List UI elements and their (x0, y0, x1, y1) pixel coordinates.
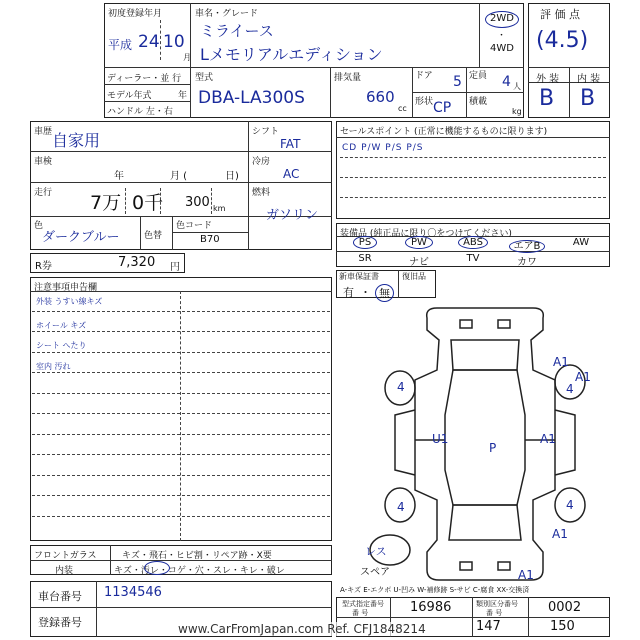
note-line (32, 496, 330, 517)
front-glass-value: キズ・飛石・ヒビ割・リペア跡・X要 (122, 551, 272, 561)
mark-4-rear-left: 4 (397, 500, 405, 514)
exterior-score: B (539, 86, 555, 111)
month-unit: 月 (183, 53, 191, 62)
usage-value: 自家用 (52, 131, 101, 150)
inspection-month: 月 ( (170, 171, 188, 182)
mileage-rest: 300 (185, 195, 210, 210)
grade: Lメモリアルエディション (200, 45, 383, 64)
r-ticket-box (30, 253, 185, 273)
capacity-unit: 人 (513, 82, 521, 91)
equipment-ps: PS (338, 237, 392, 251)
note-line (32, 414, 330, 435)
mark-4-front-right: 4 (566, 382, 574, 396)
color-code: B70 (200, 234, 220, 245)
spare-note: レス (365, 545, 387, 558)
era: 平成 (108, 38, 133, 52)
mark-p: P (489, 441, 497, 455)
inspection-year: 年 (114, 171, 124, 182)
displacement: 660 (366, 88, 395, 106)
r-ticket-value: 7,320 (118, 255, 156, 270)
displacement-unit: cc (398, 104, 407, 113)
cert-value2: 147 (476, 619, 501, 634)
mileage-man: 7万 (90, 192, 122, 214)
shift-label: シフト (252, 127, 280, 137)
model-year-label: モデル年式 (107, 91, 152, 101)
equipment-sr: SR (358, 253, 372, 264)
notes-lines (32, 291, 330, 541)
car-name: ミライース (200, 22, 274, 40)
model-type-label: 型式 (195, 73, 214, 83)
interior-label: 内 装 (577, 74, 601, 85)
color-code-label: 色コード (176, 221, 213, 231)
class-label1: 類別区分番号 (476, 600, 518, 608)
interior-row-value: キズ・汚レ・コゲ・穴・スレ・キレ・破レ (114, 566, 285, 576)
r-ticket-unit: 円 (170, 262, 180, 273)
mark-4-front-left: 4 (397, 380, 405, 394)
score-label: 評 価 点 (540, 8, 580, 21)
note-line (32, 373, 330, 394)
r-ticket-label: R券 (35, 261, 52, 272)
reg-year: 24 (138, 32, 160, 52)
inspection-label: 車検 (34, 157, 53, 167)
model-type: DBA-LA300S (198, 88, 305, 108)
displacement-label: 排気量 (334, 73, 362, 83)
equipment-airbag: エアB (500, 237, 554, 251)
mark-a1-front-right: A1 (553, 355, 569, 369)
interior-row-label: 内装 (55, 566, 74, 576)
equipment-pw: PW (392, 237, 446, 251)
color-label: 色 (34, 221, 44, 231)
warranty-label: 新車保証書 (339, 272, 379, 281)
note-line (32, 435, 330, 456)
score-value: (4.5) (536, 28, 589, 53)
doors-label: ドア (415, 71, 433, 81)
shift-value: FAT (280, 137, 301, 151)
drive-4wd: 4WD (490, 43, 514, 54)
note-line (32, 476, 330, 497)
handle-label: ハンドル 左・右 (107, 107, 173, 117)
capacity: 4 (502, 74, 511, 90)
mileage-unit: km (213, 204, 226, 213)
car-roof (445, 370, 525, 505)
fuel-label: 燃料 (252, 188, 271, 198)
note-line: 室内 汚れ (32, 353, 330, 374)
drive-2wd: 2WD (490, 13, 514, 24)
class-value1: 0002 (548, 600, 582, 615)
note-line: ホイール キズ (32, 312, 330, 333)
shape: CP (433, 100, 452, 116)
warranty-yes: 有 (343, 286, 354, 299)
note-line (32, 517, 330, 538)
equipment-row1 (338, 237, 608, 251)
mileage-label: 走行 (34, 188, 53, 198)
equipment-label: 装備品 (純正品に限り〇をつけてください) (340, 229, 512, 239)
ac-value: AC (283, 167, 300, 181)
recall-label: 復旧品 (402, 272, 426, 281)
class-label2: 番 号 (486, 609, 503, 617)
chassis-value: 1134546 (104, 585, 162, 600)
mark-4-rear-right: 4 (566, 498, 574, 512)
color-value: ダークブルー (42, 230, 120, 245)
sales-points-label: セールスポイント (正常に機能するものに限ります) (340, 127, 548, 137)
damage-legend: A-キズ E-エクボ U-凹み W-補修跡 S-サビ C-腐食 XX-交換済 (340, 586, 530, 594)
inspection-day: 日) (225, 171, 239, 182)
color-change-label: 色替 (144, 231, 163, 241)
cert-value1: 16986 (410, 600, 452, 615)
equipment-abs: ABS (446, 237, 500, 251)
equipment-navi: ナビ (409, 257, 429, 268)
reg-month: 10 (163, 32, 185, 52)
ac-label: 冷房 (252, 157, 271, 167)
sales-points-line1: CD P/W P/S P/S (342, 143, 424, 153)
reg-number-label: 登録番号 (38, 616, 82, 629)
exterior-label: 外 装 (536, 74, 560, 85)
front-glass-label: フロントガラス (34, 551, 97, 561)
mark-u1: U1 (432, 432, 449, 446)
mark-a1-right-front: A1 (575, 370, 591, 384)
interior-stain-circle (144, 561, 170, 575)
class-value2: 150 (550, 619, 575, 634)
usage-label: 車歴 (34, 127, 53, 137)
note-line (32, 394, 330, 415)
equipment-row2 (338, 253, 608, 267)
notes-label: 注意事項申告欄 (34, 283, 98, 293)
cert-label2: 番 号 (352, 609, 369, 617)
warranty-dot: ・ (360, 286, 371, 299)
mark-a1-rear: A1 (518, 568, 534, 582)
equipment-tv: TV (466, 253, 480, 264)
payload-unit: kg (512, 107, 522, 116)
equipment-aw: AW (572, 237, 590, 248)
watermark: www.CarFromJapan.com Ref. CFJ1848214 (178, 622, 426, 636)
shape-label: 形状 (415, 97, 434, 107)
car-diagram (365, 300, 605, 600)
note-line: シート へたり (32, 332, 330, 353)
capacity-label: 定員 (469, 71, 488, 81)
first-reg-label: 初度登録年月 (108, 9, 163, 19)
equipment-leather: カワ (517, 257, 537, 268)
mark-a1-right-mid: A1 (540, 432, 556, 446)
equipment-empty (554, 253, 608, 267)
mileage-sen: 0千 (132, 192, 164, 214)
payload-label: 積載 (469, 97, 488, 107)
warranty-no: 無 (375, 284, 394, 302)
dealer-label: ディーラー・並 行 (107, 74, 182, 84)
chassis-label: 車台番号 (38, 590, 82, 603)
mark-a1-rear-right: A1 (552, 527, 568, 541)
note-line: 外装 うすい線キズ (32, 291, 330, 312)
fuel-value: ガソリン (266, 208, 319, 223)
drive-sep: ・ (497, 31, 507, 41)
cert-label1: 型式指定番号 (342, 600, 384, 608)
note-line (32, 455, 330, 476)
doors: 5 (453, 74, 462, 90)
spare-label: スペア (360, 567, 390, 578)
car-name-label: 車名・グレード (195, 9, 259, 19)
interior-score: B (580, 86, 596, 111)
model-year-unit: 年 (178, 91, 188, 101)
